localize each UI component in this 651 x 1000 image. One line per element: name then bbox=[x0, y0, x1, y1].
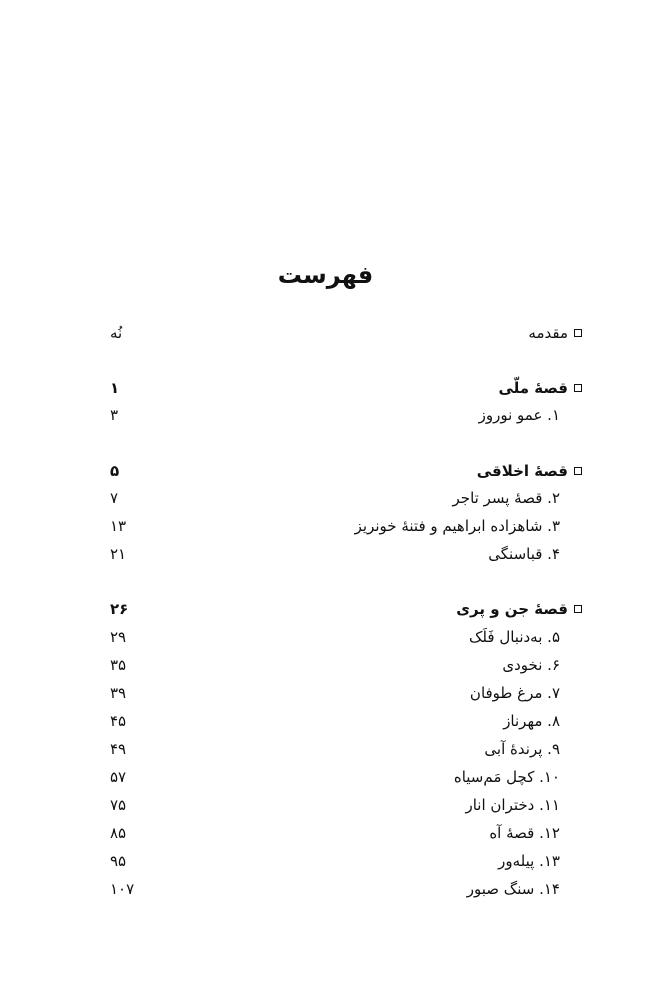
toc-row bbox=[110, 792, 582, 818]
toc-row bbox=[110, 708, 582, 734]
toc-entry bbox=[498, 379, 582, 397]
toc-page-number: ۳۹ bbox=[110, 684, 127, 702]
toc-row bbox=[110, 820, 582, 846]
toc-row bbox=[110, 652, 582, 678]
toc-entry: ۱. عمو نوروز bbox=[478, 406, 560, 424]
toc-section-row bbox=[110, 596, 582, 622]
toc-entry: ۱۳. پیله‌ور bbox=[498, 852, 560, 870]
toc-entry bbox=[528, 324, 582, 342]
toc-row bbox=[110, 624, 582, 650]
toc-entry: ۳. شاهزاده ابراهیم و فتنۀ خونریز bbox=[354, 517, 560, 535]
square-bullet-icon bbox=[574, 329, 582, 337]
square-bullet-icon bbox=[574, 605, 582, 613]
toc-entry: ۶. نخودی bbox=[502, 656, 560, 674]
toc-page-number: ۷۵ bbox=[110, 796, 127, 814]
toc-section-row bbox=[110, 458, 582, 484]
toc-page-number: ۳ bbox=[110, 406, 119, 424]
toc-entry-label: قصۀ ملّی bbox=[498, 379, 568, 397]
toc-entry bbox=[456, 600, 582, 618]
toc-entry: ۱۴. سنگ صبور bbox=[466, 880, 560, 898]
page-title: فهرست bbox=[277, 261, 374, 289]
toc-page-number: ۱۳ bbox=[110, 517, 127, 535]
toc-row bbox=[110, 736, 582, 762]
toc-entry: ۸. مهرناز bbox=[503, 712, 560, 730]
toc-entry: ۴. قباسنگی bbox=[488, 545, 560, 563]
toc-entry: ۹. پرندۀ آبی bbox=[484, 740, 560, 758]
toc-page-number: ۱ bbox=[110, 379, 120, 397]
toc-row bbox=[110, 876, 582, 902]
toc-row bbox=[110, 764, 582, 790]
toc-page-number: ۳۵ bbox=[110, 656, 127, 674]
toc-page-number: نُه bbox=[110, 324, 123, 342]
toc-row bbox=[110, 513, 582, 539]
toc-row bbox=[110, 680, 582, 706]
toc-row bbox=[110, 541, 582, 567]
toc-page-number: ۵ bbox=[110, 462, 120, 480]
toc-page-number: ۸۵ bbox=[110, 824, 127, 842]
toc-section-row bbox=[110, 375, 582, 401]
toc-row bbox=[110, 402, 582, 428]
toc-entry bbox=[477, 462, 582, 480]
toc-page-number: ۹۵ bbox=[110, 852, 127, 870]
square-bullet-icon bbox=[574, 384, 582, 392]
toc-entry: ۱۱. دختران انار bbox=[465, 796, 560, 814]
toc-page-number: ۲۹ bbox=[110, 628, 127, 646]
toc-page-number: ۵۷ bbox=[110, 768, 127, 786]
toc-entry-label: قصۀ جن و پری bbox=[456, 600, 568, 618]
toc-page-number: ۲۶ bbox=[110, 600, 129, 618]
toc-entry: ۱۰. کچل مَم‌سیاه bbox=[453, 768, 560, 786]
toc-entry-label: مقدمه bbox=[528, 324, 568, 342]
square-bullet-icon bbox=[574, 467, 582, 475]
toc-row bbox=[110, 320, 582, 346]
toc-page-number: ۴۹ bbox=[110, 740, 127, 758]
toc-row bbox=[110, 848, 582, 874]
toc-entry: ۵. به‌دنبال فَلَک bbox=[469, 628, 560, 646]
toc-page-number: ۲۱ bbox=[110, 545, 127, 563]
toc-page-number: ۱۰۷ bbox=[110, 880, 135, 898]
toc-page-number: ۴۵ bbox=[110, 712, 127, 730]
toc-row bbox=[110, 485, 582, 511]
toc-entry: ۲. قصۀ پسر تاجر bbox=[452, 489, 560, 507]
toc-entry: ۱۲. قصۀ آه bbox=[489, 824, 560, 842]
toc-entry-label: قصۀ اخلاقی bbox=[476, 462, 568, 480]
toc-entry: ۷. مرغ طوفان bbox=[469, 684, 560, 702]
toc-page-number: ۷ bbox=[110, 489, 119, 507]
